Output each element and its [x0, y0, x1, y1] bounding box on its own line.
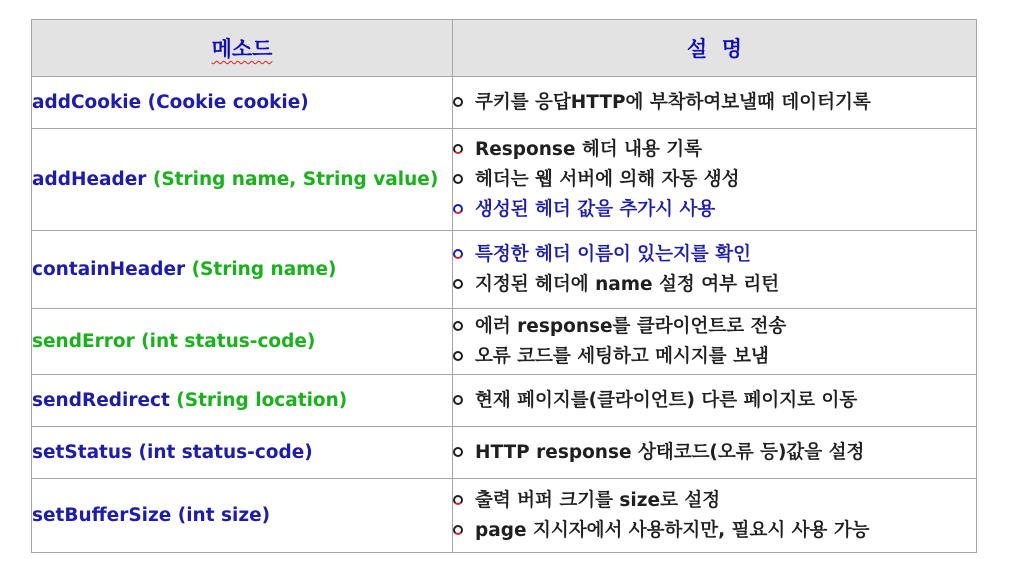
method-cell	[32, 479, 453, 553]
description-line	[453, 135, 976, 165]
description-column-label: 설 명	[686, 37, 743, 61]
description-cell	[453, 231, 977, 309]
description-line	[453, 342, 976, 372]
table-row	[32, 309, 977, 375]
bullet-icon	[453, 97, 463, 107]
method-cell	[32, 427, 453, 479]
description-line	[453, 516, 976, 546]
bullet-icon	[453, 144, 463, 154]
bullet-icon	[453, 279, 463, 289]
table-row	[32, 375, 977, 427]
method-name: setBufferSize	[32, 505, 172, 526]
bullet-icon	[453, 174, 463, 184]
method-params: (String name)	[191, 259, 337, 280]
method-name: setStatus	[32, 442, 133, 463]
description-text: 현재 페이지를(클라이언트) 다른 페이지로 이동	[475, 389, 858, 411]
description-cell	[453, 375, 977, 427]
method-name: sendRedirect	[32, 390, 170, 411]
description-text: 쿠키를 응답HTTP에 부착하여보낼때 데이터기록	[475, 91, 871, 113]
method-column-label: 메소드	[211, 37, 273, 61]
description-line	[453, 312, 976, 342]
table-row	[32, 427, 977, 479]
bullet-icon	[453, 351, 463, 361]
method-name: addHeader	[32, 169, 147, 190]
bullet-icon	[453, 321, 463, 331]
description-text: 헤더는 웹 서버에 의해 자동 생성	[475, 168, 740, 190]
method-params: (Cookie cookie)	[147, 92, 309, 113]
description-line	[453, 486, 976, 516]
description-text: 오류 코드를 세팅하고 메시지를 보냄	[475, 345, 769, 367]
table-row	[32, 129, 977, 231]
method-params: (String name, String value)	[152, 169, 439, 190]
description-line	[453, 438, 976, 468]
bullet-icon	[453, 395, 463, 405]
method-column-header	[32, 20, 453, 77]
description-text: 지정된 헤더에 name 설정 여부 리턴	[475, 273, 780, 295]
method-cell	[32, 77, 453, 129]
description-text: HTTP response 상태코드(오류 등)값을 설정	[475, 441, 865, 463]
description-text: Response 헤더 내용 기록	[475, 138, 703, 160]
method-name: addCookie	[32, 92, 142, 113]
description-line	[453, 240, 976, 270]
description-line	[453, 270, 976, 300]
method-params: (int status-code)	[138, 442, 313, 463]
bullet-icon	[453, 249, 463, 259]
description-text: 생성된 헤더 값을 추가시 사용	[475, 198, 716, 220]
description-cell	[453, 77, 977, 129]
method-cell	[32, 129, 453, 231]
method-cell	[32, 375, 453, 427]
method-name: sendError	[32, 331, 135, 352]
description-line	[453, 195, 976, 225]
description-line	[453, 386, 976, 416]
method-params: (String location)	[176, 390, 348, 411]
bullet-icon	[453, 525, 463, 535]
method-params: (int status-code)	[141, 331, 316, 352]
header-row	[32, 20, 977, 77]
method-cell	[32, 309, 453, 375]
method-name: containHeader	[32, 259, 186, 280]
description-cell	[453, 427, 977, 479]
table-row	[32, 77, 977, 129]
bullet-icon	[453, 495, 463, 505]
description-text: 출력 버퍼 크기를 size로 설정	[475, 489, 721, 511]
table-row	[32, 479, 977, 553]
description-line	[453, 88, 976, 118]
bullet-icon	[453, 447, 463, 457]
bullet-icon	[453, 204, 463, 214]
method-cell	[32, 231, 453, 309]
description-line	[453, 165, 976, 195]
description-cell	[453, 309, 977, 375]
description-cell	[453, 129, 977, 231]
description-text: 에러 response를 클라이언트로 전송	[475, 315, 787, 337]
method-params: (int size)	[177, 505, 271, 526]
description-text: page 지시자에서 사용하지만, 필요시 사용 가능	[475, 519, 870, 541]
description-text: 특정한 헤더 이름이 있는지를 확인	[475, 243, 751, 265]
description-column-header	[453, 20, 977, 77]
description-cell	[453, 479, 977, 553]
method-table	[31, 19, 977, 553]
table-row	[32, 231, 977, 309]
